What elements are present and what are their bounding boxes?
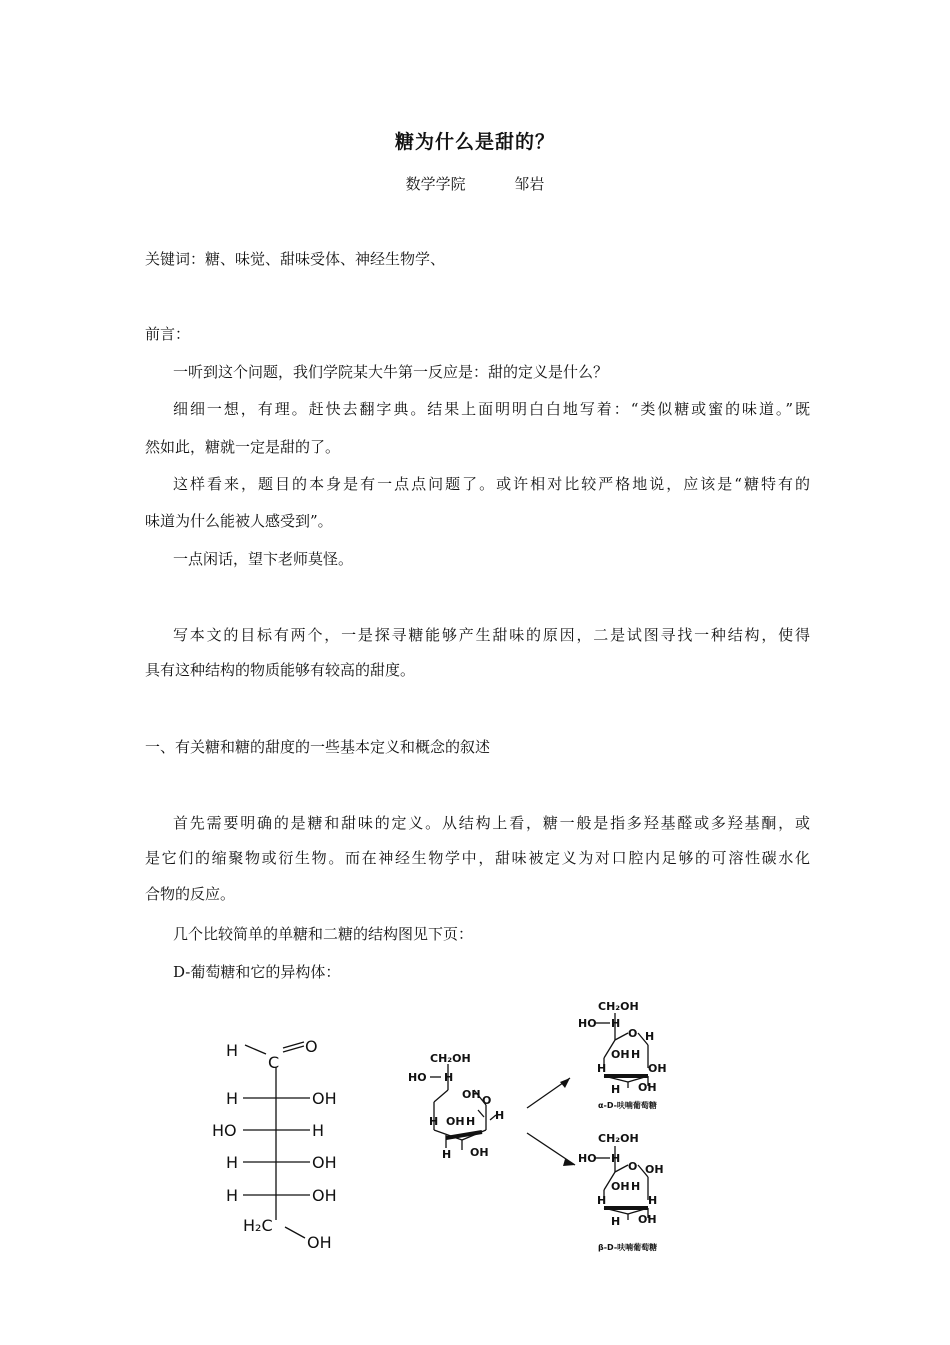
paragraph-1: 一听到这个问题，我们学院某大牛第一反应是：甜的定义是什么？ (173, 363, 609, 381)
paragraph-6-line-2: 是它们的缩聚物或衍生物。而在神经生物学中，甜味被定义为对口腔内足够的可溶性碳水化 (145, 849, 810, 867)
beta-ho: HO (578, 1152, 597, 1165)
paragraph-6-line-1: 首先需要明确的是糖和甜味的定义。从结构上看，糖一般是指多羟基醛或多羟基酮，或 (173, 814, 810, 832)
chain-top-h: H (226, 1041, 239, 1060)
beta-h-top: H (611, 1152, 621, 1165)
beta-h-low: H (597, 1194, 607, 1207)
section-1-heading: 一、有关糖和糖的甜度的一些基本定义和概念的叙述 (145, 738, 491, 756)
chain-bottom-left: H₂C (243, 1216, 273, 1235)
open-ring-oh-top: OH (462, 1088, 481, 1101)
paragraph-8: D-葡萄糖和它的异构体： (173, 963, 341, 981)
paragraph-3-line-2: 味道为什么能被人感受到”。 (145, 512, 333, 530)
alpha-h-right: H (645, 1030, 655, 1043)
paragraph-3-line-1: 这样看来，题目的本身是有一点点问题了。或许相对比较严格地说，应该是“糖特有的 (173, 475, 810, 493)
beta-h-right: H (648, 1194, 658, 1207)
alpha-ho: HO (578, 1017, 597, 1030)
alpha-h-bottom: H (611, 1083, 621, 1096)
alpha-oh-bottom: OH (638, 1081, 657, 1094)
open-ring-h-left: H (429, 1115, 439, 1128)
open-ring-ch2oh: CH₂OH (430, 1052, 471, 1065)
chain-r1-right: OH (312, 1089, 337, 1108)
glucose-structure-figure (0, 990, 950, 1290)
alpha-oh-right: OH (648, 1062, 667, 1075)
open-ring-o: O (482, 1094, 492, 1107)
alpha-h-top: H (611, 1017, 621, 1030)
beta-ring-o: O (628, 1160, 638, 1173)
alpha-ch2oh: CH₂OH (598, 1000, 639, 1013)
beta-h-mid: H (631, 1180, 641, 1193)
open-ring-h-bottom: H (442, 1148, 452, 1161)
chain-carbonyl-o: O (305, 1037, 318, 1056)
alpha-caption: α-D-呋喃葡萄糖 (598, 1101, 657, 1110)
chain-r2-left: HO (212, 1121, 237, 1140)
chain-r4-left: H (226, 1186, 239, 1205)
preface-heading: 前言： (145, 325, 191, 343)
paragraph-5-line-2: 具有这种结构的物质能够有较高的甜度。 (145, 661, 416, 679)
open-ring-h-mid: H (466, 1115, 476, 1128)
chain-carbonyl-c: C (268, 1053, 280, 1072)
chain-r4-right: OH (312, 1186, 337, 1205)
paragraph-2-line-2: 然如此，糖就一定是甜的了。 (145, 438, 341, 456)
alpha-ring-o: O (628, 1027, 638, 1040)
paragraph-5-line-1: 写本文的目标有两个，一是探寻糖能够产生甜味的原因，二是试图寻找一种结构，使得 (173, 626, 810, 644)
chain-r1-left: H (226, 1089, 239, 1108)
paragraph-4: 一点闲话，望卞老师莫怪。 (173, 550, 354, 568)
department: 数学学院 (405, 175, 466, 193)
paragraph-6-line-3: 合物的反应。 (145, 885, 236, 903)
beta-h-bottom: H (611, 1215, 621, 1228)
open-ring-oh-bottom: OH (470, 1146, 489, 1159)
open-ring-h1: H (444, 1071, 454, 1084)
beta-ch2oh: CH₂OH (598, 1132, 639, 1145)
beta-caption: β-D-呋喃葡萄糖 (598, 1243, 658, 1252)
open-ring-ho: HO (408, 1071, 427, 1084)
document-title: 糖为什么是甜的？ (394, 131, 555, 153)
chain-r3-left: H (226, 1153, 239, 1172)
keywords-line: 关键词：糖、味觉、甜味受体、神经生物学、 (145, 250, 446, 268)
chain-r3-right: OH (312, 1153, 337, 1172)
beta-oh-right: OH (645, 1163, 664, 1176)
beta-oh-bottom: OH (638, 1213, 657, 1226)
alpha-h-mid: H (631, 1048, 641, 1061)
alpha-oh-left: OH (611, 1048, 630, 1061)
paragraph-7: 几个比较简单的单糖和二糖的结构图见下页： (173, 925, 474, 943)
chain-r2-right: H (312, 1121, 325, 1140)
paragraph-2-line-1: 细细一想，有理。赶快去翻字典。结果上面明明白白地写着：“类似糖或蜜的味道。”既 (173, 400, 810, 418)
chain-bottom-right: OH (307, 1233, 332, 1252)
beta-oh-left: OH (611, 1180, 630, 1193)
open-ring-oh-mid: OH (446, 1115, 465, 1128)
open-ring-h-right: H (495, 1109, 505, 1122)
author-name: 邹岩 (514, 175, 545, 193)
author-line (0, 173, 950, 194)
alpha-h-low: H (597, 1062, 607, 1075)
